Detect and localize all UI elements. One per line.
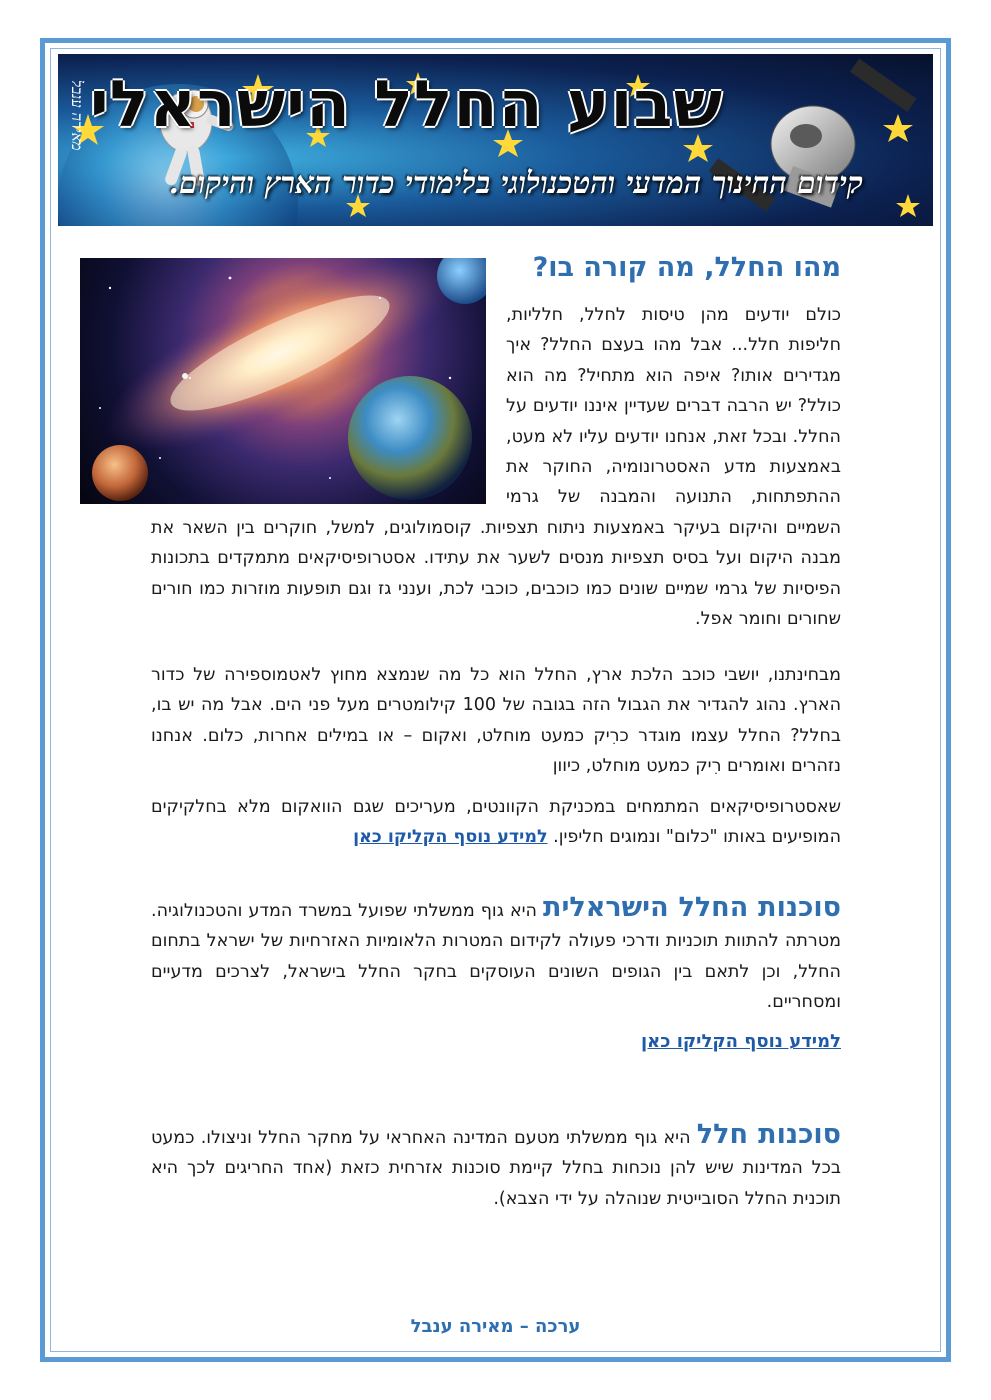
banner-subtitle: קידום החינוך המדעי והטכנולוגי בלימודי כדור הארץ והיקום. — [168, 166, 863, 201]
section-title-israel-agency: סוכנות החלל הישראלית — [543, 892, 842, 923]
paragraph-text: שאסטרופיסיקאים המתמחים במכניקת הקוונטים, מעריכים שגם הוואקום מלא בחלקיקים המופיעים באותו "כלום" ונמוגים חליפין. — [151, 797, 841, 848]
paragraph-definition — [151, 660, 841, 782]
more-info-link-space[interactable]: למידע נוסף הקליקו כאן — [353, 827, 548, 848]
section-title-space: מהו החלל, מה קורה בו? — [532, 252, 841, 283]
paragraph-what-is-space — [151, 300, 841, 634]
more-info-link-agency[interactable]: למידע נוסף הקליקו כאן — [640, 1031, 841, 1052]
banner-signature: מאירה ענבל — [68, 80, 86, 151]
image-wrap-spacer — [151, 300, 506, 510]
paragraph-text: מבחינתנו, יושבי כוכב הלכת ארץ, החלל הוא כל מה שנמצא מחוץ לאטמוספירה של כדור הארץ. נהוג להגדיר את הגבול הזה בגובה של 100 קילומטרים מעל פני הים. אבל מה יש בו, בחלל? החלל עצמו מוגדר כרִיק כמעט מוחלט, ואקום – או במילים אחרות, כלום. אנחנו נזהרים ואומרים רִיק כמעט מוחלט, כיוון — [151, 665, 841, 777]
footer-editor: ערכה – מאירה ענבל — [410, 1316, 581, 1337]
banner-title: שבוע החלל הישראלי — [89, 68, 723, 142]
paragraph-text: כולם יודעים מהן טיסות לחלל, חלליות, חליפות חלל... אבל מהו בעצם החלל? איך מגדירים אותו? איפה הוא מתחיל? מה הוא כולל? יש הרבה דברים שעדיין איננו יודעים על החלל. ובכל זאת, אנחנו יודעים עליו לא מעט, באמצעות מדע האסטרונומיה, החוקר את ההתפתחות, התנועה והמבנה של גרמי השמיים והיקום בעיקר באמצעות ניתוח תצפיות. קוסמולוגים, למשל, חוקרים בין השאר את מבנה היקום ועל בסיס תצפיות מנסים לשער את עתידו. אסטרופיסיקאים מתמקדים בתכונות הפיסיות של גרמי שמיים שונים כמו כוכבים, כוכבי לכת, וענני גז וגם תופעות מוזרות כמו חורים שחורים וחומר אפל. — [151, 305, 841, 630]
section-title-space-agency: סוכנות חלל — [696, 1119, 841, 1150]
link-row — [641, 1031, 841, 1052]
section-israel-space-agency — [151, 893, 841, 1018]
paragraph-quantum — [151, 792, 841, 853]
red-planet — [92, 445, 148, 501]
section-text: היא גוף ממשלתי שפועל במשרד המדע והטכנולוגיה. מטרתה להתוות תוכניות ודרכי פעולה לקידום המטרות הלאומיות האזרחיות של ישראל בתחום החלל, וכן לתאם בין הגופים השונים העוסקים בחקר החלל בישראל, לצרכים מדעיים ומסחריים. — [151, 901, 841, 1013]
banner — [58, 54, 933, 226]
section-space-agency — [151, 1120, 841, 1214]
section-text: היא גוף ממשלתי מטעם המדינה האחראי על מחקר החלל וניצולו. כמעט בכל המדינות שיש להן נוכחות בחלל קיימת סוכנות אזרחית כזאת (אחד החריגים לכך היא תוכנית החלל הסובייטית שנוהלה על ידי הצבא). — [151, 1128, 841, 1209]
